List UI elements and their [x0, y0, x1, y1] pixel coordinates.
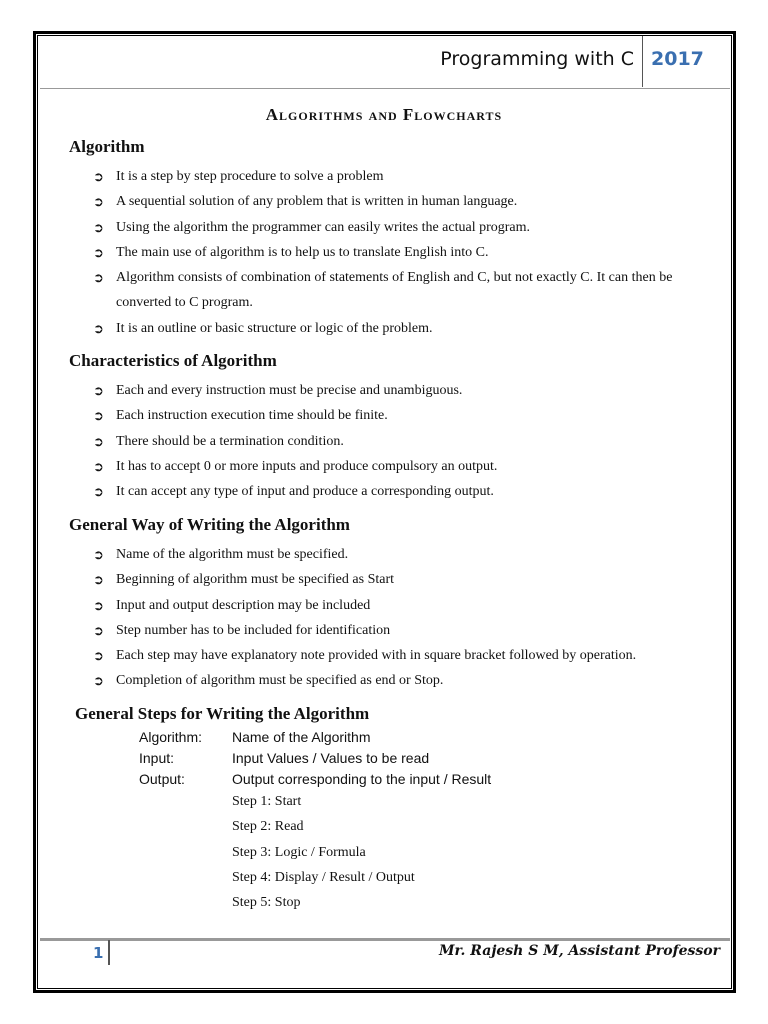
arrow-bullet-icon: ➲: [93, 673, 104, 689]
step-list: [232, 789, 415, 915]
param-row: [139, 750, 491, 771]
heading-general-way: General Way of Writing the Algorithm: [69, 515, 350, 534]
arrow-bullet-icon: ➲: [93, 547, 104, 562]
param-value: Output corresponding to the input / Result: [232, 771, 492, 787]
list-item: ➲ Using the algorithm the programmer can easily writes the actual program.: [93, 215, 723, 240]
param-key: Output:: [139, 771, 185, 787]
list-item: ➲ Each step may have explanatory note provided with in square bracket followed by operation.: [93, 643, 723, 668]
heading-general-steps: General Steps for Writing the Algorithm: [75, 704, 370, 723]
list-item: ➲ Each and every instruction must be precise and unambiguous.: [93, 378, 723, 403]
list-item: ➲ The main use of algorithm is to help us to translate English into C.: [93, 240, 723, 265]
step-item: Step 4: Display / Result / Output: [232, 869, 415, 885]
list-item: ➲ Beginning of algorithm must be specified as Start: [93, 567, 723, 592]
footer-author: Mr. Rajesh S M, Assistant Professor: [438, 943, 720, 959]
step-item: Step 1: Start: [232, 794, 302, 809]
param-key: Input:: [139, 750, 175, 766]
list-item: ➲ Each instruction execution time should be finite.: [93, 403, 723, 428]
arrow-bullet-icon: ➲: [93, 270, 104, 286]
arrow-bullet-icon: ➲: [93, 169, 104, 184]
list-item: ➲ It is an outline or basic structure or logic of the problem.: [93, 316, 723, 341]
arrow-bullet-icon: ➲: [93, 572, 104, 588]
footer-divider: [108, 940, 110, 965]
param-key: Algorithm:: [139, 729, 203, 745]
list-item: ➲ Name of the algorithm must be specified.: [93, 542, 723, 567]
algorithm-list: [93, 164, 723, 341]
general-way-list: [93, 542, 723, 694]
arrow-bullet-icon: ➲: [93, 597, 104, 613]
characteristics-list: [93, 378, 723, 504]
algorithm-params: [139, 729, 491, 792]
param-value: Input Values / Values to be read: [232, 750, 430, 766]
step-item: Step 5: Stop: [232, 895, 301, 911]
list-item: ➲ There should be a termination condition.: [93, 429, 723, 454]
arrow-bullet-icon: ➲: [93, 320, 104, 336]
step-item: Step 2: Read: [232, 819, 304, 835]
arrow-bullet-icon: ➲: [93, 194, 104, 210]
heading-characteristics: Characteristics of Algorithm: [69, 351, 277, 370]
list-item: ➲ It is a step by step procedure to solve a problem: [93, 164, 723, 189]
arrow-bullet-icon: ➲: [93, 219, 104, 235]
list-item: ➲ It can accept any type of input and produce a corresponding output.: [93, 479, 723, 504]
header-rule: [40, 88, 730, 89]
list-item: ➲ Step number has to be included for identification: [93, 618, 723, 643]
param-row: [139, 729, 491, 750]
arrow-bullet-icon: ➲: [93, 244, 104, 260]
document-title: Algorithms and Flowcharts: [265, 105, 503, 124]
step-item: Step 3: Logic / Formula: [232, 844, 366, 860]
header-title: Programming with C: [440, 48, 634, 70]
page-number: 1: [93, 944, 104, 962]
header-divider: [642, 36, 643, 87]
arrow-bullet-icon: ➲: [93, 458, 104, 474]
arrow-bullet-icon: ➲: [93, 622, 104, 638]
param-value: Name of the Algorithm: [232, 729, 371, 745]
header-year: 2017: [651, 48, 704, 70]
list-item: ➲ A sequential solution of any problem that is written in human language.: [93, 189, 723, 214]
arrow-bullet-icon: ➲: [93, 648, 104, 664]
list-item: ➲ It has to accept 0 or more inputs and produce compulsory an output.: [93, 454, 723, 479]
list-item: ➲ Input and output description may be included: [93, 593, 723, 618]
list-item: ➲ Algorithm consists of combination of statements of English and C, but not exactly C. It can then be converted to C program.: [93, 265, 723, 316]
arrow-bullet-icon: ➲: [93, 484, 104, 500]
heading-algorithm: Algorithm: [69, 137, 145, 156]
arrow-bullet-icon: ➲: [93, 383, 104, 398]
arrow-bullet-icon: ➲: [93, 433, 104, 449]
list-item: ➲ Completion of algorithm must be specified as end or Stop.: [93, 668, 723, 693]
footer-rule: [40, 938, 730, 941]
arrow-bullet-icon: ➲: [93, 408, 104, 424]
